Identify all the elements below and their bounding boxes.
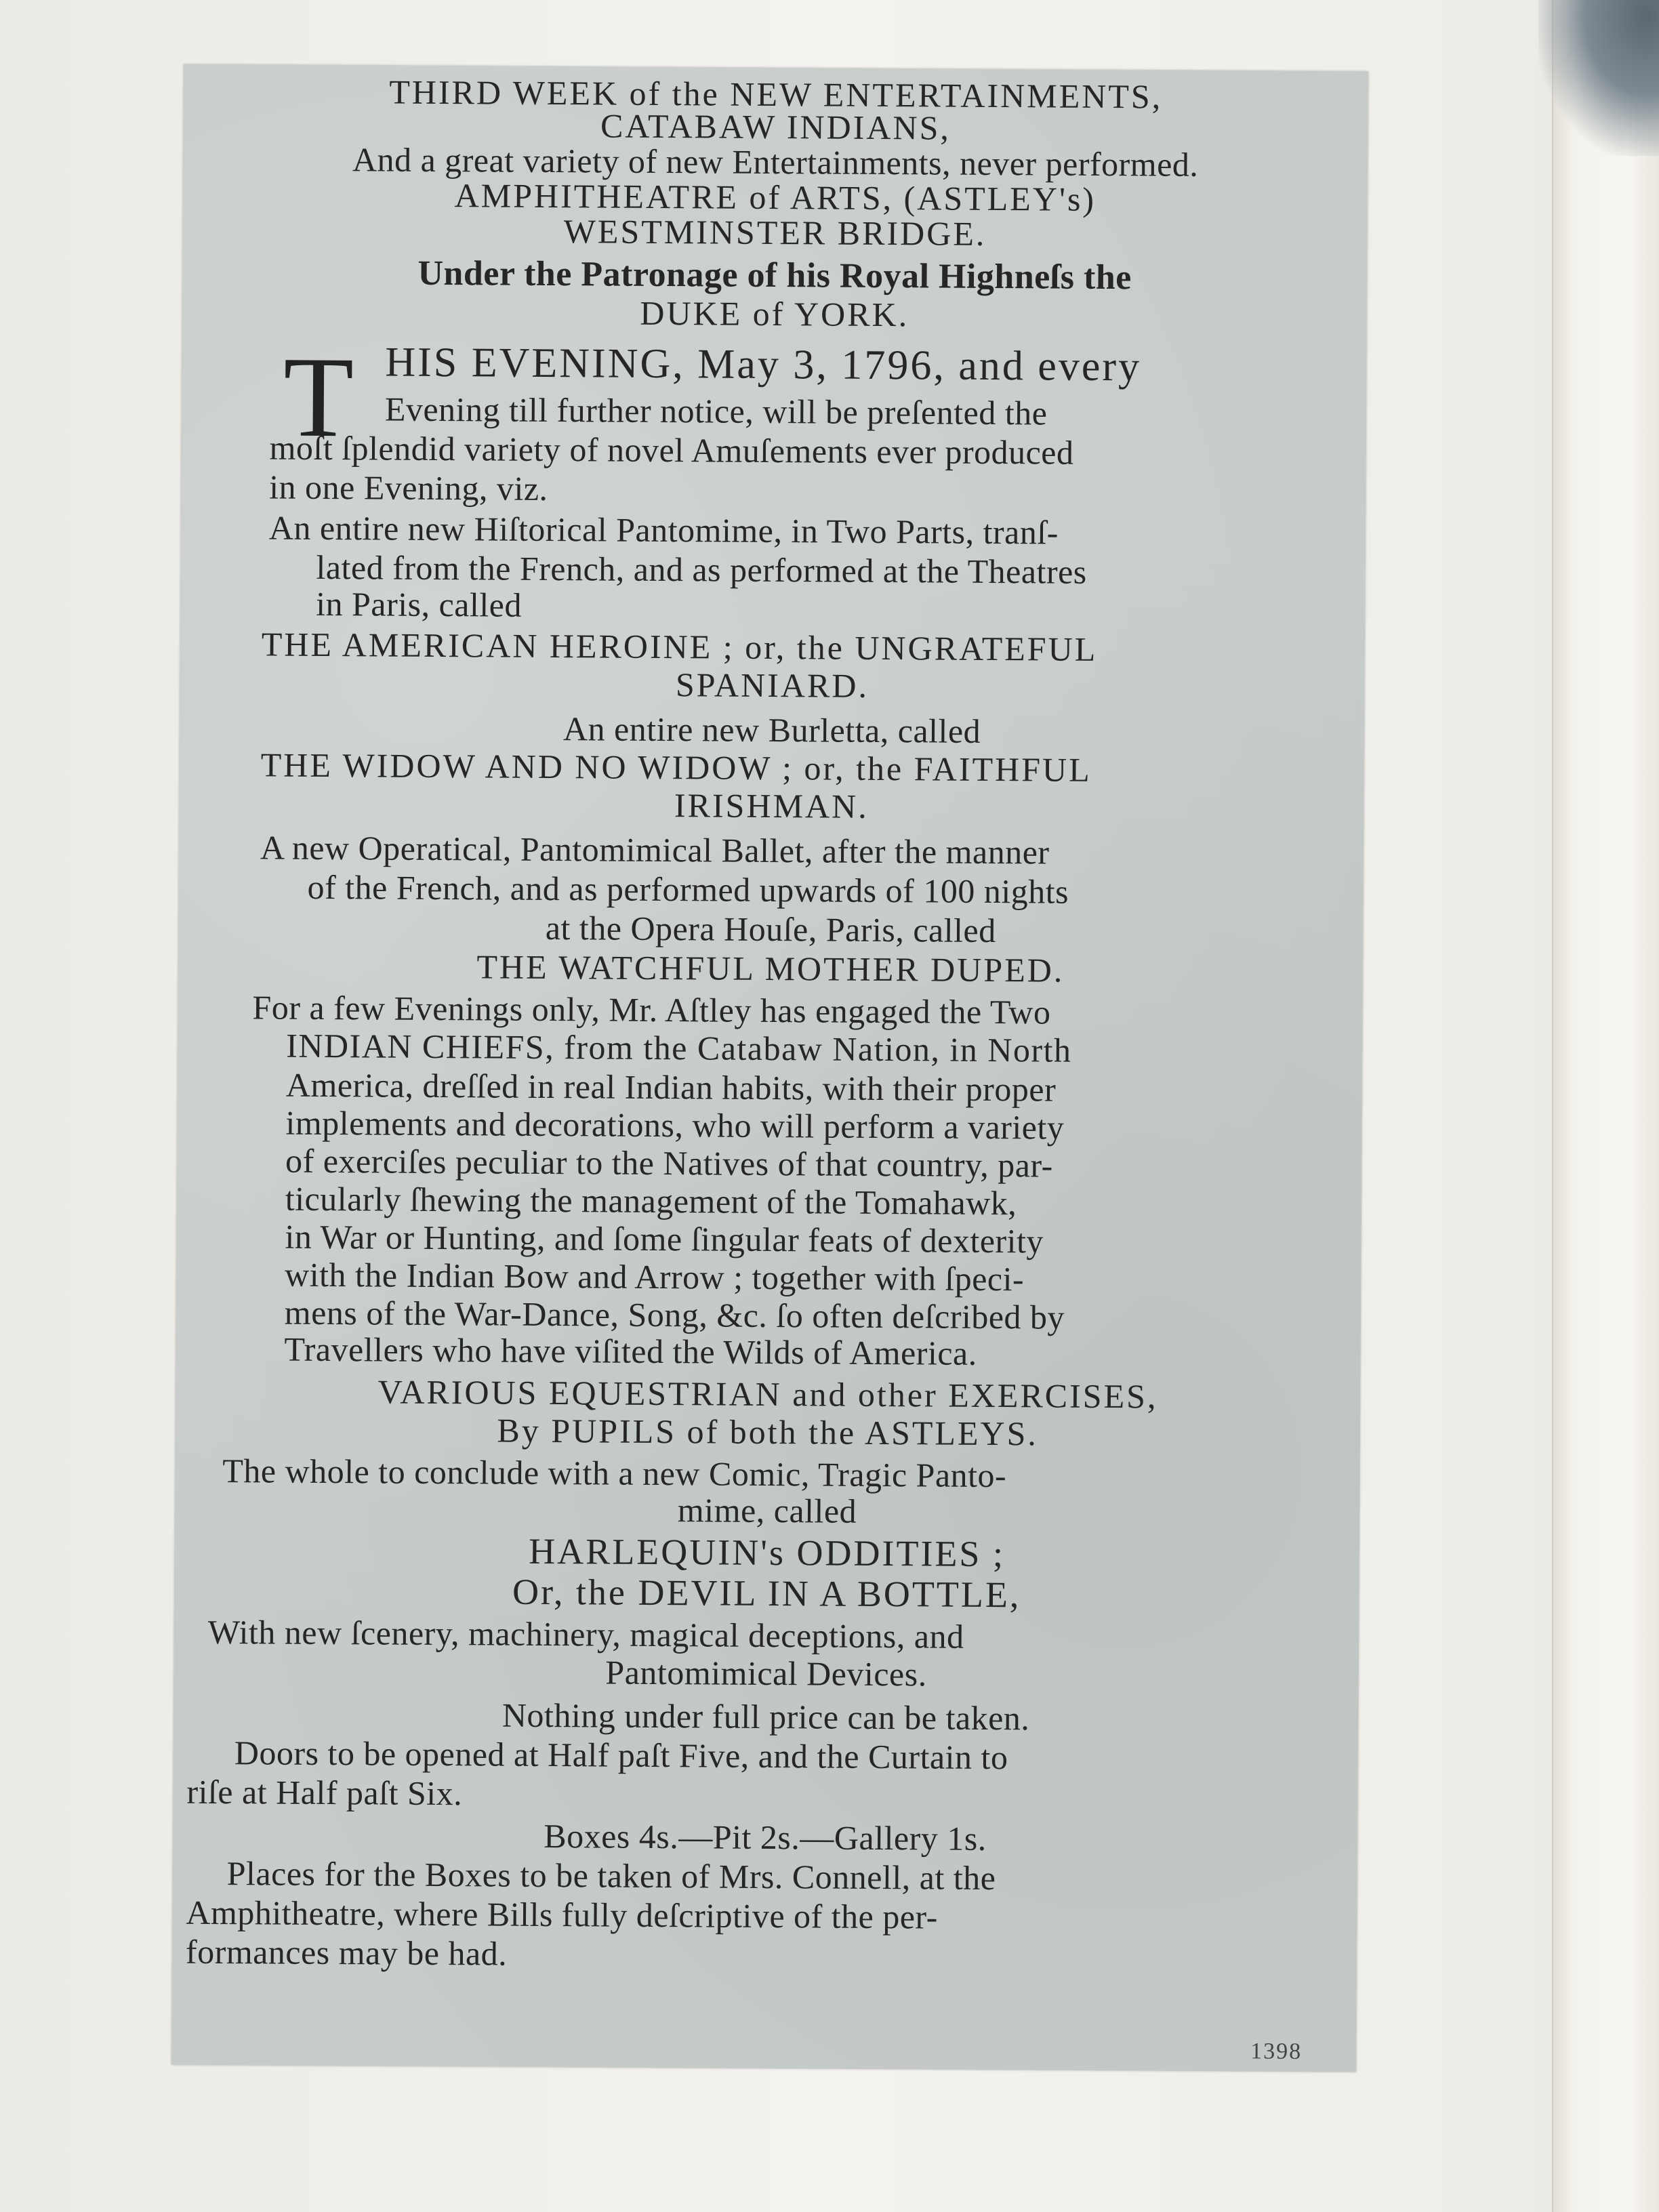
conclusion-title: HARLEQUIN's ODDITIES ; — [529, 1530, 1006, 1575]
pantomime-title: THE AMERICAN HEROINE ; or, the UNGRATEFUL — [261, 625, 1098, 668]
chiefs-line-7: in War or Hunting, and ſome ſingular feats of dexterity — [285, 1217, 1044, 1261]
conclusion-line-5: With new ſcenery, machinery, magical deceptions, and — [207, 1612, 964, 1656]
chiefs-line-3: America, dreſſed in real Indian habits, with their proper — [285, 1065, 1057, 1109]
pantomime-line-3: in Paris, called — [316, 584, 523, 624]
newspaper-clipping — [171, 64, 1368, 2072]
header-location: WESTMINSTER BRIDGE. — [563, 212, 987, 253]
opening-line-2: Evening till further notice, will be preſented the — [384, 390, 1048, 432]
chiefs-line-1: For a few Evenings only, Mr. Aſtley has engaged the Two — [252, 988, 1051, 1031]
pantomime-line-2: lated from the French, and as performed at the Theatres — [316, 548, 1087, 591]
opening-line-1: HIS EVENING, May 3, 1796, and every — [385, 339, 1142, 390]
chiefs-line-4: implements and decorations, who will perform a variety — [285, 1103, 1065, 1147]
catalog-number: 1398 — [1250, 2039, 1303, 2064]
chiefs-line-9: mens of the War-Dance, Song, &c. ſo often deſcribed by — [284, 1293, 1065, 1336]
burletta-intro: An entire new Burletta, called — [562, 710, 981, 750]
chiefs-line-2: INDIAN CHIEFS, from the Catabaw Nation, in North — [286, 1026, 1072, 1069]
corner-shadow — [1538, 0, 1659, 156]
equestrian-line-1: VARIOUS EQUESTRIAN and other EXERCISES, — [377, 1372, 1158, 1416]
notice-places-1: Places for the Boxes to be taken of Mrs. Connell, at the — [226, 1854, 996, 1898]
pantomime-line-1: An entire new Hiſtorical Pantomime, in Two Parts, tranſ- — [268, 508, 1059, 552]
ballet-line-1: A new Operatical, Pantomimical Ballet, after the manner — [260, 828, 1050, 872]
opening-line-3: moſt ſplendid variety of novel Amuſements ever produced — [269, 428, 1074, 472]
header-venue: AMPHITHEATRE of ARTS, (ASTLEY's) — [454, 176, 1097, 218]
header-line-1: THIRD WEEK of the NEW ENTERTAINMENTS, — [389, 73, 1163, 116]
burletta-title: THE WIDOW AND NO WIDOW ; or, the FAITHFUL — [260, 745, 1092, 789]
header-line-3: And a great variety of new Entertainments, never performed. — [352, 140, 1199, 184]
chiefs-line-5: of exerciſes peculiar to the Natives of that country, par- — [285, 1141, 1053, 1185]
notice-prices: Boxes 4s.—Pit 2s.—Gallery 1s. — [544, 1816, 987, 1858]
ballet-line-3: at the Opera Houſe, Paris, called — [545, 908, 996, 950]
ballet-title: THE WATCHFUL MOTHER DUPED. — [476, 947, 1065, 989]
notice-places-2: Amphitheatre, where Bills fully deſcriptive of the per- — [186, 1893, 939, 1936]
pantomime-title-cont: SPANIARD. — [675, 665, 869, 705]
chiefs-line-6: ticularly ſhewing the management of the Tomahawk, — [285, 1179, 1017, 1223]
header-line-2: CATABAW INDIANS, — [600, 106, 951, 147]
conclusion-line-1: The whole to conclude with a new Comic, Tragic Panto- — [222, 1452, 1007, 1495]
conclusion-line-2: mime, called — [677, 1491, 857, 1530]
ballet-line-2: of the French, and as performed upwards of 100 nights — [307, 867, 1069, 911]
notice-doors: Doors to be opened at Half paſt Five, and the Curtain to — [234, 1734, 1008, 1777]
header-duke: DUKE of YORK. — [640, 293, 909, 334]
burletta-title-cont: IRISHMAN. — [674, 786, 869, 825]
conclusion-subtitle: Or, the DEVIL IN A BOTTLE, — [512, 1571, 1021, 1616]
notice-full-price: Nothing under full price can be taken. — [501, 1696, 1030, 1738]
conclusion-line-6: Pantomimical Devices. — [605, 1653, 927, 1694]
notice-places-3: formances may be had. — [185, 1932, 508, 1973]
notice-curtain: riſe at Half paſt Six. — [186, 1772, 463, 1813]
equestrian-line-2: By PUPILS of both the ASTLEYS. — [497, 1411, 1039, 1453]
chiefs-line-10: Travellers who have viſited the Wilds of America. — [284, 1330, 977, 1372]
facing-page-edge — [1552, 0, 1659, 2212]
drop-cap: T — [283, 333, 354, 462]
chiefs-line-8: with the Indian Bow and Arrow ; together with ſpeci- — [284, 1255, 1025, 1298]
header-patronage: Under the Patronage of his Royal Highneſs the — [417, 253, 1132, 298]
opening-line-4: in one Evening, viz. — [269, 468, 548, 508]
